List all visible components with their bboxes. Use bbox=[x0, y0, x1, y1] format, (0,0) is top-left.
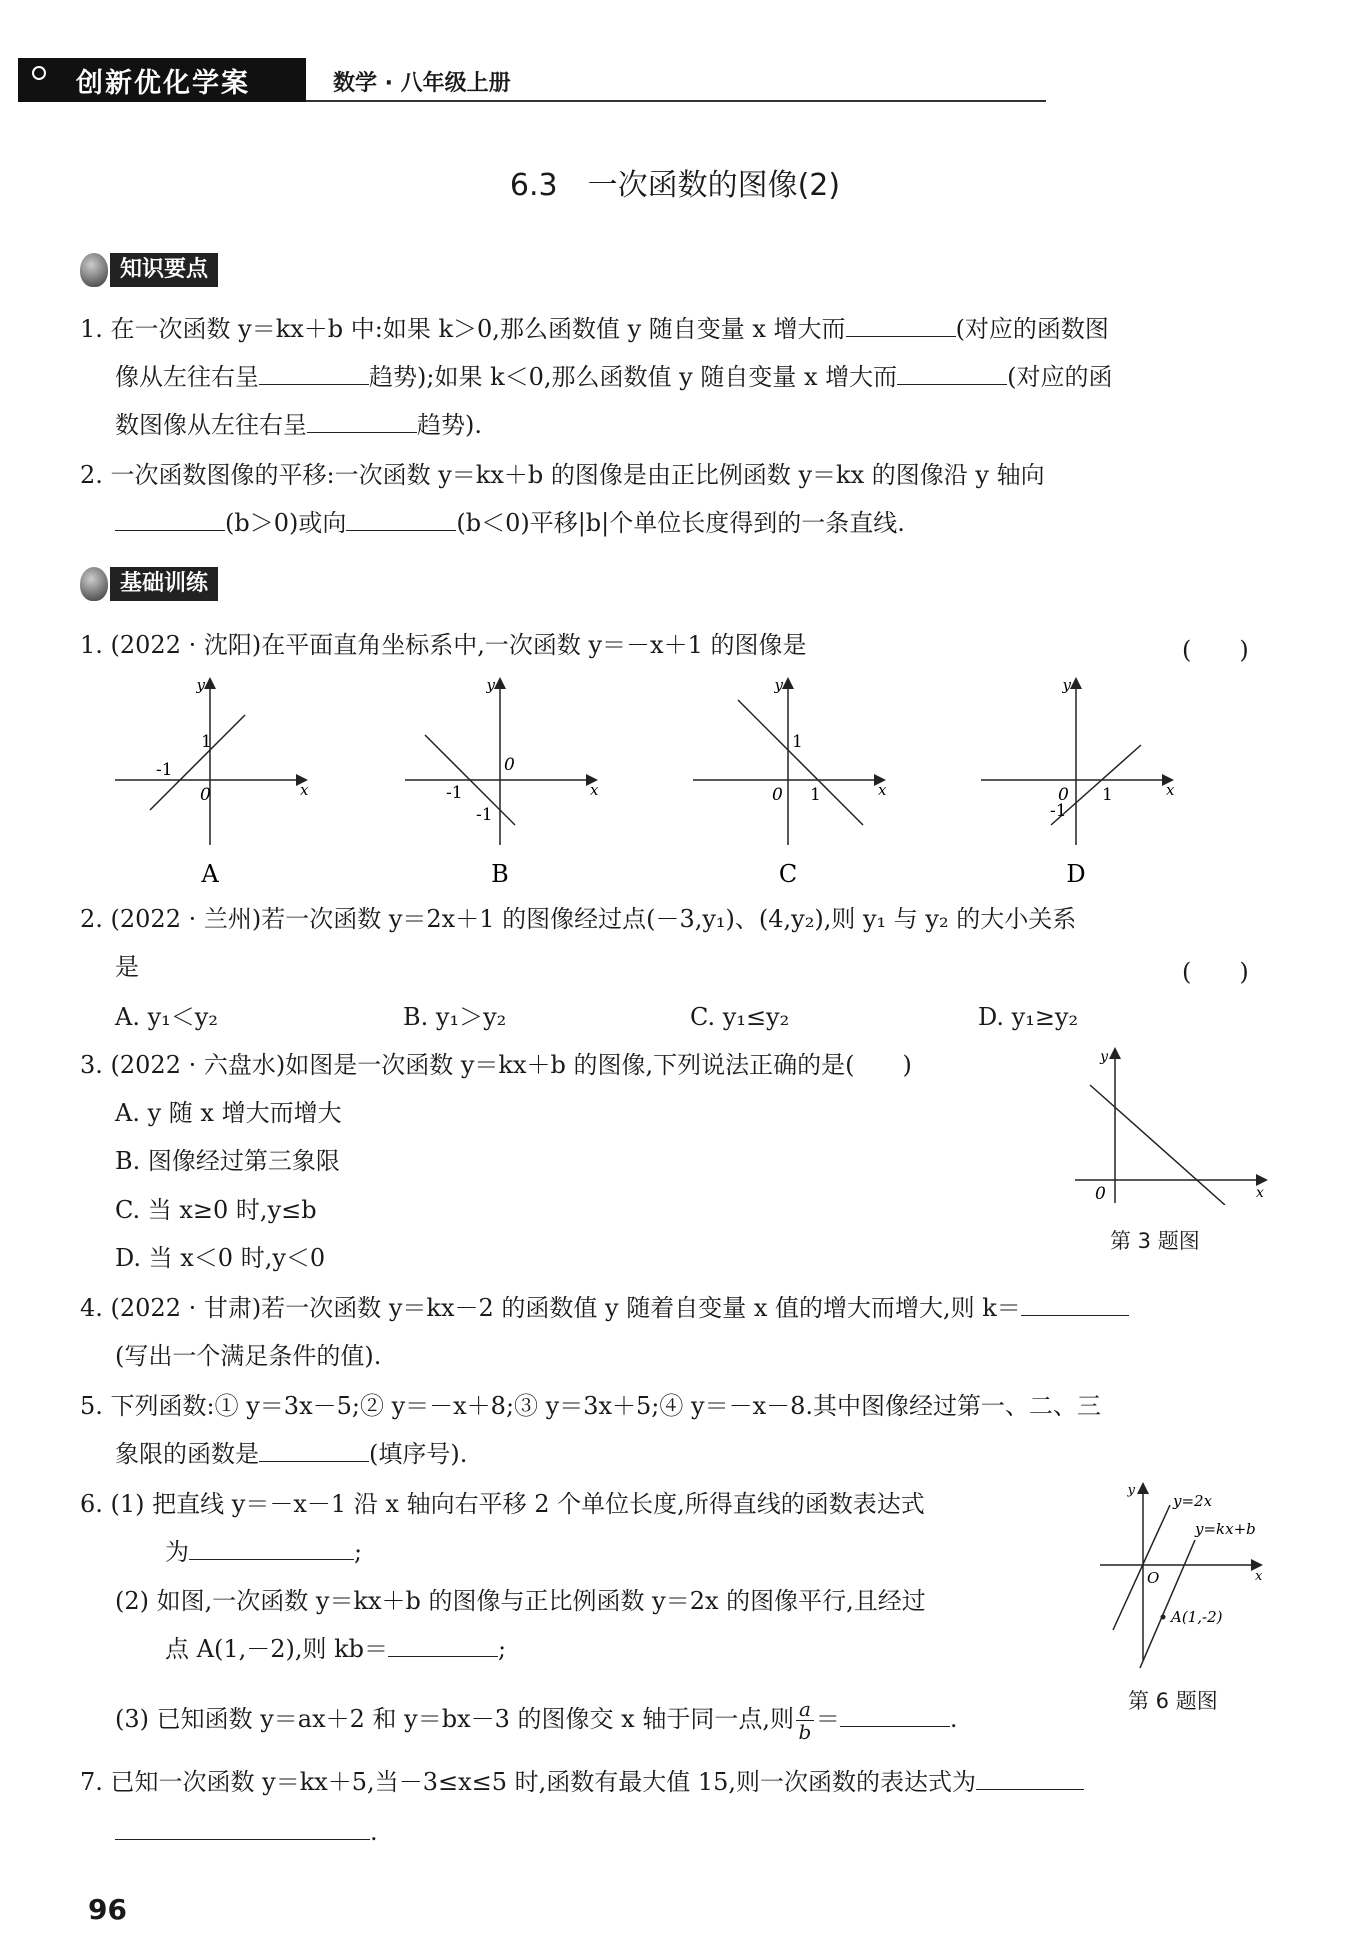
question-3-option-d[interactable]: D. 当 x＜0 时,y＜0 bbox=[115, 1244, 326, 1272]
text: ＝ bbox=[815, 1705, 840, 1733]
tick-label: -1 bbox=[476, 805, 493, 825]
origin-label: 0 bbox=[504, 755, 515, 775]
fraction bbox=[796, 1698, 814, 1743]
text: (对应的函 bbox=[1007, 363, 1113, 391]
knowledge-2-line1: 2. 一次函数图像的平移:一次函数 y＝kx＋b 的图像是由正比例函数 y＝kx 的图像沿 y 轴向 bbox=[80, 461, 1045, 489]
text: ; bbox=[498, 1635, 507, 1663]
answer-blank[interactable] bbox=[115, 508, 225, 531]
option-label: B bbox=[491, 860, 509, 888]
x-label: x bbox=[1255, 1569, 1263, 1584]
question-2-option-b[interactable]: B. y₁＞y₂ bbox=[403, 1003, 507, 1031]
origin-label: 0 bbox=[772, 785, 783, 805]
tick-label: -1 bbox=[1050, 801, 1067, 821]
question-2-option-a[interactable]: A. y₁＜y₂ bbox=[115, 1003, 218, 1031]
question-7-line1 bbox=[80, 1767, 1084, 1797]
answer-blank[interactable] bbox=[897, 362, 1007, 385]
section-label: 基础训练 bbox=[110, 567, 218, 601]
text: (3) 已知函数 y＝ax＋2 和 y＝bx－3 的图像交 x 轴于同一点,则 bbox=[115, 1705, 794, 1733]
text: ; bbox=[354, 1538, 363, 1566]
question-6-part2-line2 bbox=[165, 1634, 506, 1664]
text: 数图像从左往右呈 bbox=[115, 411, 307, 439]
knowledge-1-line2 bbox=[115, 362, 1113, 392]
y-label: y bbox=[1127, 1483, 1135, 1498]
answer-blank[interactable] bbox=[846, 314, 956, 337]
question-7-line2 bbox=[115, 1817, 378, 1847]
tick-label: -1 bbox=[156, 760, 173, 780]
question-4-line2: (写出一个满足条件的值). bbox=[115, 1342, 382, 1370]
text: 为 bbox=[165, 1538, 189, 1566]
origin-label: 0 bbox=[1058, 785, 1069, 805]
point-label: A(1,-2) bbox=[1171, 1608, 1223, 1626]
answer-paren[interactable]: ( ) bbox=[1182, 958, 1249, 986]
lightbulb-icon bbox=[80, 567, 108, 601]
answer-blank[interactable] bbox=[259, 1439, 369, 1462]
tick-label: 1 bbox=[201, 732, 212, 752]
text: 4. (2022 · 甘肃)若一次函数 y＝kx－2 的函数值 y 随着自变量 x 值的增大而增大,则 k＝ bbox=[80, 1294, 1021, 1322]
question-3-option-c[interactable]: C. 当 x≥0 时,y≤b bbox=[115, 1196, 317, 1224]
text: 趋势);如果 k＜0,那么函数值 y 随自变量 x 增大而 bbox=[369, 363, 898, 391]
line-label: y=2x bbox=[1173, 1492, 1213, 1510]
graph-option-c[interactable] bbox=[688, 675, 888, 890]
x-label: x bbox=[1256, 1185, 1264, 1201]
x-label: x bbox=[590, 781, 599, 799]
section-label: 知识要点 bbox=[110, 253, 218, 287]
option-label: C bbox=[778, 860, 798, 888]
tick-label: 1 bbox=[1102, 785, 1113, 805]
origin-label: 0 bbox=[200, 785, 211, 805]
answer-blank[interactable] bbox=[259, 362, 369, 385]
answer-blank[interactable] bbox=[189, 1537, 354, 1560]
text: (b＜0)平移|b|个单位长度得到的一条直线. bbox=[456, 509, 905, 537]
figure-6-graph bbox=[1095, 1480, 1275, 1670]
origin-label: O bbox=[1147, 1569, 1160, 1587]
answer-blank[interactable] bbox=[346, 508, 456, 531]
question-3-option-b[interactable]: B. 图像经过第三象限 bbox=[115, 1147, 340, 1175]
line-label: y=kx+b bbox=[1195, 1520, 1256, 1538]
knowledge-1-line1 bbox=[80, 314, 1109, 344]
origin-label: 0 bbox=[1095, 1184, 1106, 1204]
page-title: 6.3 一次函数的图像(2) bbox=[509, 168, 841, 203]
text: (填序号). bbox=[369, 1440, 468, 1468]
answer-paren[interactable]: ( ) bbox=[1182, 636, 1249, 664]
answer-blank[interactable] bbox=[1021, 1293, 1129, 1316]
graph-option-a[interactable] bbox=[110, 675, 310, 890]
x-label: x bbox=[300, 781, 309, 799]
answer-blank[interactable] bbox=[976, 1767, 1084, 1790]
tick-label: 1 bbox=[792, 732, 803, 752]
figure-3-graph bbox=[1070, 1045, 1270, 1205]
question-2-line1: 2. (2022 · 兰州)若一次函数 y＝2x＋1 的图像经过点(－3,y₁)、(4,y₂),则 y₁ 与 y₂ 的大小关系 bbox=[80, 905, 1077, 933]
question-5-line2 bbox=[115, 1439, 467, 1469]
lightbulb-icon bbox=[80, 253, 108, 287]
subject-label: 数学 · 八年级上册 bbox=[333, 71, 511, 96]
header-dot-icon bbox=[32, 66, 46, 80]
x-label: x bbox=[878, 781, 887, 799]
section-tag-knowledge bbox=[80, 252, 218, 288]
fraction-numerator: a bbox=[796, 1698, 814, 1721]
fraction-denominator: b bbox=[798, 1720, 812, 1744]
figure-6-caption: 第 6 题图 bbox=[1128, 1689, 1218, 1713]
question-3-option-a[interactable]: A. y 随 x 增大而增大 bbox=[115, 1099, 342, 1127]
figure-3-caption: 第 3 题图 bbox=[1110, 1229, 1200, 1253]
text: 1. 在一次函数 y＝kx＋b 中:如果 k＞0,那么函数值 y 随自变量 x 增大而 bbox=[80, 315, 846, 343]
text: . bbox=[949, 1705, 958, 1733]
text: 趋势). bbox=[417, 411, 482, 439]
brand-banner bbox=[18, 58, 306, 102]
text: . bbox=[370, 1818, 378, 1846]
section-tag-basic bbox=[80, 566, 218, 602]
question-2-line2: 是 bbox=[115, 953, 139, 981]
graph-option-d[interactable] bbox=[976, 675, 1176, 890]
question-6-part3 bbox=[115, 1698, 958, 1743]
page-number: 96 bbox=[88, 1893, 127, 1926]
x-label: x bbox=[1166, 781, 1175, 799]
answer-blank[interactable] bbox=[840, 1704, 950, 1727]
question-6-part1-line1: 6. (1) 把直线 y＝－x－1 沿 x 轴向右平移 2 个单位长度,所得直线的函数表达式 bbox=[80, 1490, 925, 1518]
question-6-part1-line2 bbox=[165, 1537, 362, 1567]
answer-blank[interactable] bbox=[307, 410, 417, 433]
tick-label: -1 bbox=[446, 783, 463, 803]
y-label: y bbox=[196, 676, 205, 694]
question-2-option-d[interactable]: D. y₁≥y₂ bbox=[978, 1003, 1079, 1031]
page-header bbox=[18, 58, 1038, 104]
question-3: 3. (2022 · 六盘水)如图是一次函数 y＝kx＋b 的图像,下列说法正确的是( ) bbox=[80, 1051, 912, 1079]
question-2-option-c[interactable]: C. y₁≤y₂ bbox=[690, 1003, 790, 1031]
y-label: y bbox=[1062, 676, 1071, 694]
tick-label: 1 bbox=[810, 785, 821, 805]
brand-name: 创新优化学案 bbox=[76, 67, 250, 99]
text: 像从左往右呈 bbox=[115, 363, 259, 391]
question-6-part2-line1: (2) 如图,一次函数 y＝kx＋b 的图像与正比例函数 y＝2x 的图像平行,且经过 bbox=[115, 1587, 926, 1615]
question-5-line1: 5. 下列函数:① y＝3x－5;② y＝－x＋8;③ y＝3x＋5;④ y＝－x－8.其中图像经过第一、二、三 bbox=[80, 1392, 1102, 1420]
text: 点 A(1,－2),则 kb＝ bbox=[165, 1635, 389, 1663]
option-label: D bbox=[1066, 860, 1086, 888]
graph-option-b[interactable] bbox=[400, 675, 600, 890]
y-label: y bbox=[774, 676, 783, 694]
knowledge-1-line3 bbox=[115, 410, 482, 440]
answer-blank[interactable] bbox=[115, 1817, 370, 1840]
header-rule bbox=[306, 100, 1046, 102]
text: 象限的函数是 bbox=[115, 1440, 259, 1468]
answer-blank[interactable] bbox=[388, 1634, 498, 1657]
knowledge-2-line2 bbox=[115, 508, 905, 538]
option-label: A bbox=[201, 860, 219, 888]
question-4-line1 bbox=[80, 1293, 1129, 1323]
text: (b＞0)或向 bbox=[225, 509, 347, 537]
y-label: y bbox=[486, 676, 495, 694]
y-label: y bbox=[1100, 1049, 1108, 1065]
text: 7. 已知一次函数 y＝kx＋5,当－3≤x≤5 时,函数有最大值 15,则一次函数的表达式为 bbox=[80, 1768, 977, 1796]
text: (对应的函数图 bbox=[955, 315, 1109, 343]
question-1: 1. (2022 · 沈阳)在平面直角坐标系中,一次函数 y＝－x＋1 的图像是 bbox=[80, 631, 807, 659]
